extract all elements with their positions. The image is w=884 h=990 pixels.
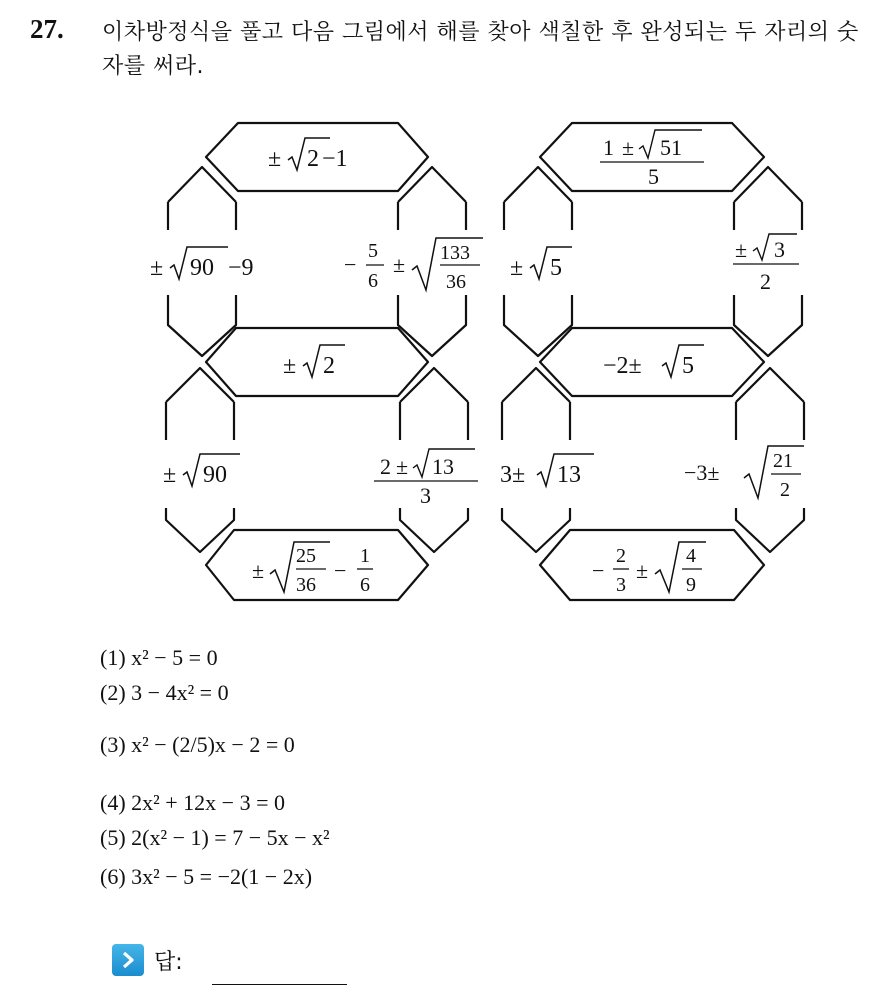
equation-expression: 2x² + 12x − 3 = 0 [131,790,285,815]
equation-expression: 3x² − 5 = −2(1 − 2x) [131,864,313,889]
svg-text:2: 2 [616,545,626,567]
equation-expression: x² − (2/5)x − 2 = 0 [131,732,295,757]
right-segment-lower-left [502,368,570,552]
svg-text:−9: −9 [228,255,254,281]
answer-area [112,944,183,976]
svg-text:±: ± [268,146,282,172]
svg-text:13: 13 [557,462,581,488]
answer-label: 답: [154,949,183,975]
label-left-bottom [252,542,373,596]
svg-text:6: 6 [368,270,378,292]
svg-text:5: 5 [648,164,659,189]
svg-text:3: 3 [616,574,626,596]
equation-expression: 3 − 4x² = 0 [131,680,229,705]
svg-text:3: 3 [774,237,785,262]
label-right-middle [603,345,704,379]
equation-number: (6) [100,864,132,889]
equation-expression: x² − 5 = 0 [131,645,218,670]
equation-item [100,680,229,706]
svg-text:±: ± [393,252,406,277]
svg-text:±: ± [283,353,297,379]
label-left-upper-left [150,247,254,281]
label-left-top [268,138,348,172]
svg-text:−1: −1 [322,146,348,172]
answer-blank[interactable] [212,984,347,985]
svg-text:3±: 3± [500,462,526,488]
svg-text:1: 1 [603,135,614,160]
chevron-right-icon [112,944,144,976]
equation-number: (3) [100,732,132,757]
svg-text:±: ± [150,255,164,281]
svg-text:4: 4 [686,545,696,567]
svg-text:±: ± [163,462,177,488]
svg-text:21: 21 [773,450,793,472]
svg-text:±: ± [252,558,265,583]
equation-number: (2) [100,680,132,705]
equation-item [100,825,330,851]
label-right-upper-right [733,234,799,294]
label-right-bottom [592,542,706,596]
label-left-lower-left [163,454,240,488]
svg-text:±: ± [636,558,649,583]
label-right-upper-left [510,247,572,281]
equation-item [100,790,285,816]
svg-text:51: 51 [660,135,682,160]
equation-number: (1) [100,645,132,670]
svg-text:1: 1 [360,545,370,567]
svg-text:±: ± [735,237,748,262]
equation-item [100,732,295,758]
label-left-lower-right [374,449,478,508]
svg-text:−3±: −3± [684,460,720,485]
left-segment-bottom [206,530,428,600]
svg-text:±: ± [510,255,524,281]
left-segment-lower-left [166,368,234,552]
svg-text:2: 2 [780,479,790,501]
svg-text:2: 2 [307,146,319,172]
svg-text:133: 133 [440,242,470,264]
svg-text:3: 3 [420,483,431,508]
svg-text:25: 25 [296,545,316,567]
svg-text:36: 36 [446,271,466,293]
svg-text:13: 13 [432,454,454,479]
svg-text:6: 6 [360,574,370,596]
svg-text:2: 2 [380,454,391,479]
svg-text:5: 5 [682,353,694,379]
equation-number: (4) [100,790,132,815]
label-right-lower-left [500,454,594,488]
equation-expression: 2(x² − 1) = 7 − 5x − x² [131,825,330,850]
svg-text:9: 9 [686,574,696,596]
question-number: 27. [30,14,64,44]
svg-text:5: 5 [368,240,378,262]
label-left-upper-right [344,238,483,293]
label-right-top [600,130,704,189]
svg-text:±: ± [396,454,409,479]
svg-text:36: 36 [296,574,316,596]
svg-text:−: − [334,558,347,583]
right-segment-middle [540,328,764,396]
equation-item [100,864,312,890]
svg-text:90: 90 [203,462,227,488]
label-left-middle [283,345,345,379]
equation-number: (5) [100,825,132,850]
svg-text:90: 90 [190,255,214,281]
svg-text:±: ± [622,135,635,160]
label-right-lower-right [684,446,804,501]
equation-item [100,645,218,671]
left-segment-middle [206,328,428,396]
svg-text:2: 2 [760,269,771,294]
right-segment-lower-right [736,368,804,552]
question-text: 이차방정식을 풀고 다음 그림에서 해를 찾아 색칠한 후 완성되는 두 자리의 숫자를 써라. [102,20,859,79]
right-segment-bottom [540,530,764,600]
svg-text:5: 5 [550,255,562,281]
svg-text:−2±: −2± [603,353,642,379]
svg-text:−: − [344,252,357,277]
svg-text:−: − [592,558,605,583]
svg-text:2: 2 [323,353,335,379]
